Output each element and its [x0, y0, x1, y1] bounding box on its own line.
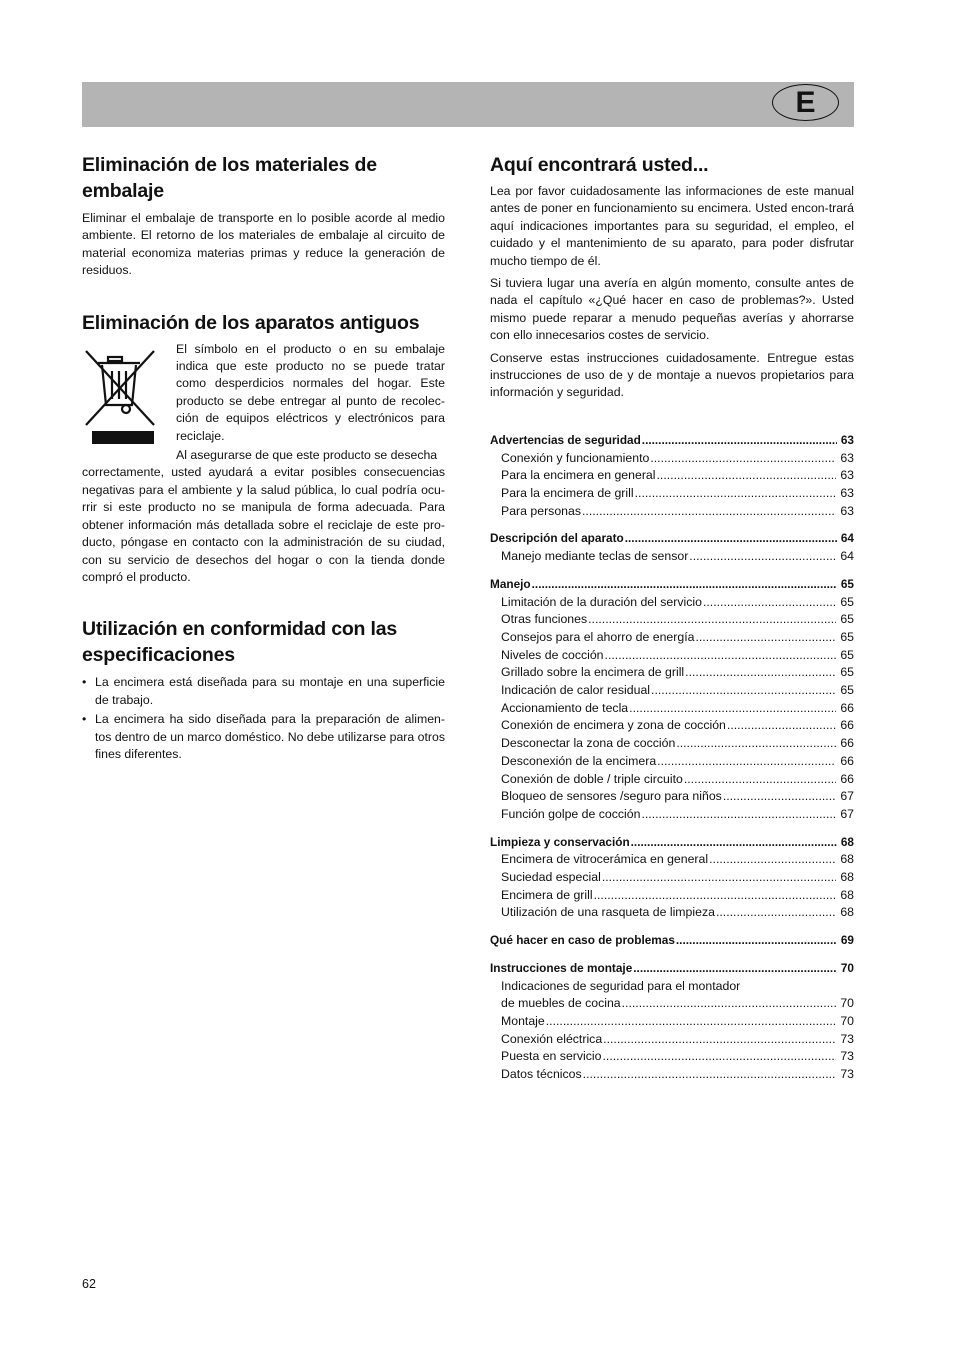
toc-subentry[interactable]	[490, 485, 854, 503]
intro-paragraph: Lea por favor cuidadosamente las informaciones de este manual antes de poner en funcionamiento su encimera. Usted encon-trará aquí indicaciones importantes para su seguridad, el empleo, el cuidado y el mantenimiento de su aparato, para poder disfrutar mucho tiempo de él.	[490, 184, 854, 268]
old-appliances-section	[82, 310, 445, 587]
toc-subentry[interactable]	[490, 467, 854, 485]
toc-page-number: 70	[840, 1013, 854, 1028]
toc-page-number: 68	[840, 870, 854, 885]
toc-subentry[interactable]	[490, 717, 854, 735]
left-column	[82, 152, 445, 765]
toc-page-number: 63	[840, 468, 854, 483]
toc-subentry[interactable]	[490, 1013, 854, 1031]
toc-page-number: 66	[840, 753, 854, 768]
toc-label: Otras funciones	[501, 612, 588, 627]
intro-paragraph: Si tuviera lugar una avería en algún momento, consulte antes de nada el capítulo «¿Qué hacer en caso de problemas?». Usted mismo puede reparar a menudo pequeñas averías y ahorrarse con ello innecesarios costes de servicio.	[490, 276, 854, 343]
toc-leader-dots	[594, 887, 837, 905]
toc-label: Desconectar la zona de cocción	[501, 736, 676, 751]
toc-section-entry[interactable]	[490, 432, 854, 450]
toc-leader-dots	[583, 1066, 837, 1084]
toc-leader-dots	[650, 450, 836, 468]
toc-leader-dots	[642, 432, 837, 450]
toc-label: Para personas	[501, 503, 581, 518]
toc-subentry[interactable]	[490, 548, 854, 566]
toc-leader-dots	[727, 717, 836, 735]
toc-label: Suciedad especial	[501, 870, 601, 885]
toc-label: Desconexión de la encimera	[501, 753, 657, 768]
toc-label: Manejo	[490, 576, 531, 591]
toc-label: Para la encimera en general	[501, 468, 656, 483]
toc-label: Limitación de la duración del servicio	[501, 594, 702, 609]
toc-group	[490, 576, 854, 824]
toc-page-number: 73	[840, 1049, 854, 1064]
toc-leader-dots	[546, 1013, 837, 1031]
toc-leader-dots	[602, 1048, 836, 1066]
toc-section-entry[interactable]	[490, 834, 854, 852]
toc-subentry[interactable]	[490, 682, 854, 700]
toc-label: Limpieza y conservación	[490, 834, 630, 849]
toc-subentry[interactable]	[490, 647, 854, 665]
toc-subentry[interactable]	[490, 806, 854, 824]
toc-leader-dots	[622, 995, 837, 1013]
toc-label: Conexión eléctrica	[501, 1031, 603, 1046]
toc-page-number: 65	[840, 612, 854, 627]
toc-page-number: 73	[840, 1067, 854, 1082]
toc-leader-dots	[689, 548, 836, 566]
toc-label: Puesta en servicio	[501, 1049, 602, 1064]
toc-leader-dots	[695, 629, 836, 647]
intro-heading: Aquí encontrará usted...	[490, 154, 709, 176]
toc-leader-dots	[588, 611, 836, 629]
toc-label: Montaje	[501, 1013, 545, 1028]
toc-label: Encimera de grill	[501, 887, 593, 902]
toc-leader-dots	[657, 753, 836, 771]
intended-use-list	[82, 674, 445, 763]
toc-page-number: 69	[840, 933, 854, 948]
toc-page-number: 63	[840, 450, 854, 465]
toc-group	[490, 834, 854, 923]
toc-label: Qué hacer en caso de problemas	[490, 933, 675, 948]
toc-page-number: 73	[840, 1031, 854, 1046]
intro-section	[490, 152, 854, 402]
toc-subentry[interactable]	[490, 450, 854, 468]
toc-label: Niveles de cocción	[501, 647, 604, 662]
old-appliances-heading: Eliminación de los aparatos antiguos	[82, 311, 420, 334]
toc-page-number: 70	[840, 996, 854, 1011]
toc-page-number: 68	[840, 834, 854, 849]
toc-label: Advertencias de seguridad	[490, 432, 641, 447]
toc-subentry[interactable]	[490, 735, 854, 753]
toc-group	[490, 932, 854, 950]
toc-leader-dots	[633, 960, 837, 978]
toc-label: Conexión y funcionamiento	[501, 450, 650, 465]
toc-page-number: 65	[840, 594, 854, 609]
intended-use-section	[82, 616, 445, 763]
weee-text	[176, 341, 445, 465]
toc-leader-dots	[723, 788, 837, 806]
language-badge: E	[772, 84, 839, 121]
toc-subentry[interactable]	[490, 1066, 854, 1084]
toc-leader-dots	[651, 682, 836, 700]
list-item: • La encimera está diseñada para su montaje en una superficie de trabajo.	[82, 674, 445, 709]
toc-leader-dots	[716, 904, 836, 922]
toc-leader-dots	[685, 664, 836, 682]
toc-subentry[interactable]	[490, 503, 854, 521]
toc-leader-dots	[629, 700, 836, 718]
toc-label: Datos técnicos	[501, 1067, 582, 1082]
toc-label: Accionamiento de tecla	[501, 700, 629, 715]
toc-page-number: 67	[840, 789, 854, 804]
table-of-contents	[490, 432, 854, 1084]
toc-subentry[interactable]	[490, 995, 854, 1013]
right-column	[490, 152, 854, 1094]
toc-page-number: 64	[840, 549, 854, 564]
toc-page-number: 68	[840, 905, 854, 920]
toc-leader-dots	[602, 869, 837, 887]
intro-paragraph: Conserve estas instrucciones cuidadosamente. Entregue estas instrucciones de uso de y de montaje a nuevos propietarios para información y seguridad.	[490, 350, 854, 400]
toc-leader-dots	[603, 1031, 836, 1049]
toc-label: Bloqueo de sensores /seguro para niños	[501, 789, 722, 804]
toc-section-entry[interactable]	[490, 530, 854, 548]
weee-text-2-start: Al asegurarse de que este producto se desecha	[176, 448, 438, 463]
toc-leader-dots	[625, 530, 837, 548]
toc-leader-dots	[631, 834, 837, 852]
header-band	[82, 82, 854, 127]
toc-group	[490, 960, 854, 1084]
toc-leader-dots	[657, 467, 837, 485]
toc-subentry[interactable]	[490, 753, 854, 771]
toc-page-number: 65	[840, 665, 854, 680]
toc-label: Manejo mediante teclas de sensor	[501, 549, 689, 564]
toc-page-number: 67	[840, 806, 854, 821]
weee-block	[82, 341, 445, 465]
toc-leader-dots	[635, 485, 837, 503]
toc-page-number: 65	[840, 629, 854, 644]
weee-text-1: El símbolo en el producto o en su embalaje indica que este producto no se puede tratar como desperdicios normales del hogar. Este producto se debe entregar al punto de recolec-ción de equipos eléctricos y electrónicos para reciclaje.	[176, 341, 445, 443]
toc-label: Descripción del aparato	[490, 531, 624, 546]
toc-leader-dots	[676, 932, 837, 950]
toc-label: Consejos para el ahorro de energía	[501, 629, 695, 644]
toc-section-entry[interactable]	[490, 960, 854, 978]
packaging-heading: Eliminación de los materiales de embalaje	[82, 154, 377, 202]
packaging-section	[82, 152, 445, 280]
toc-group	[490, 530, 854, 565]
toc-subentry[interactable]	[490, 700, 854, 718]
toc-subentry[interactable]	[490, 611, 854, 629]
toc-leader-dots	[709, 851, 836, 869]
toc-subentry[interactable]	[490, 629, 854, 647]
toc-subentry[interactable]	[490, 1048, 854, 1066]
toc-subentry-text: Indicaciones de seguridad para el montador	[501, 978, 741, 993]
toc-label: Utilización de una rasqueta de limpieza	[501, 905, 715, 920]
toc-leader-dots	[703, 594, 836, 612]
toc-page-number: 66	[840, 700, 854, 715]
toc-label: Grillado sobre la encimera de grill	[501, 665, 685, 680]
toc-group	[490, 432, 854, 521]
toc-subentry[interactable]	[490, 788, 854, 806]
toc-leader-dots	[684, 771, 836, 789]
list-item: • La encimera ha sido diseñada para la preparación de alimen-tos dentro de un marco doméstico. No debe utilizarse para otros fines diferentes.	[82, 711, 445, 763]
toc-page-number: 64	[840, 531, 854, 546]
toc-subentry[interactable]	[490, 904, 854, 922]
toc-page-number: 63	[840, 503, 854, 518]
toc-subentry[interactable]	[490, 594, 854, 612]
toc-page-number: 66	[840, 771, 854, 786]
toc-leader-dots	[676, 735, 836, 753]
toc-leader-dots	[532, 576, 837, 594]
toc-leader-dots	[582, 503, 836, 521]
toc-page-number: 63	[840, 485, 854, 500]
toc-label: de muebles de cocina	[501, 996, 621, 1011]
toc-subentry[interactable]	[490, 869, 854, 887]
toc-label: Conexión de doble / triple circuito	[501, 771, 683, 786]
toc-label: Conexión de encimera y zona de cocción	[501, 718, 726, 733]
toc-page-number: 65	[840, 576, 854, 591]
intended-use-heading: Utilización en conformidad con las especificaciones	[82, 618, 397, 667]
toc-label: Encimera de vitrocerámica en general	[501, 852, 709, 867]
page-number: 62	[82, 1277, 96, 1291]
toc-page-number: 68	[840, 887, 854, 902]
weee-text-2-rest: correctamente, usted ayudará a evitar posibles consecuencias negativas para el ambiente y la salud pública, lo cual podría ocu-rrir si este producto no se manipula de forma adecuada. Para obtener información más detallada sobre el reciclaje de este pro-ducto, póngase en contacto con la administración de su ciudad, con su servicio de desechos del hogar o con la tienda donde compró el producto.	[82, 465, 445, 584]
toc-label: Para la encimera de grill	[501, 485, 634, 500]
toc-page-number: 66	[840, 736, 854, 751]
toc-subentry[interactable]	[490, 887, 854, 905]
toc-label: Instrucciones de montaje	[490, 960, 633, 975]
toc-section-entry[interactable]	[490, 576, 854, 594]
toc-leader-dots	[605, 647, 837, 665]
toc-leader-dots	[641, 806, 836, 824]
toc-subentry[interactable]	[490, 771, 854, 789]
toc-page-number: 70	[840, 960, 854, 975]
toc-subentry[interactable]	[490, 1031, 854, 1049]
toc-page-number: 65	[840, 683, 854, 698]
weee-crossed-bin-icon	[82, 341, 160, 465]
toc-section-entry[interactable]	[490, 932, 854, 950]
toc-page-number: 63	[840, 432, 854, 447]
packaging-text: Eliminar el embalaje de transporte en lo posible acorde al medio ambiente. El retorno de los materiales de embalaje al circuito de material economiza materias primas y reduce la generación de residuos.	[82, 211, 445, 278]
toc-subentry[interactable]	[490, 851, 854, 869]
toc-label: Indicación de calor residual	[501, 683, 651, 698]
toc-page-number: 68	[840, 852, 854, 867]
toc-page-number: 66	[840, 718, 854, 733]
toc-subentry[interactable]	[490, 664, 854, 682]
toc-label: Función golpe de cocción	[501, 806, 641, 821]
toc-page-number: 65	[840, 647, 854, 662]
